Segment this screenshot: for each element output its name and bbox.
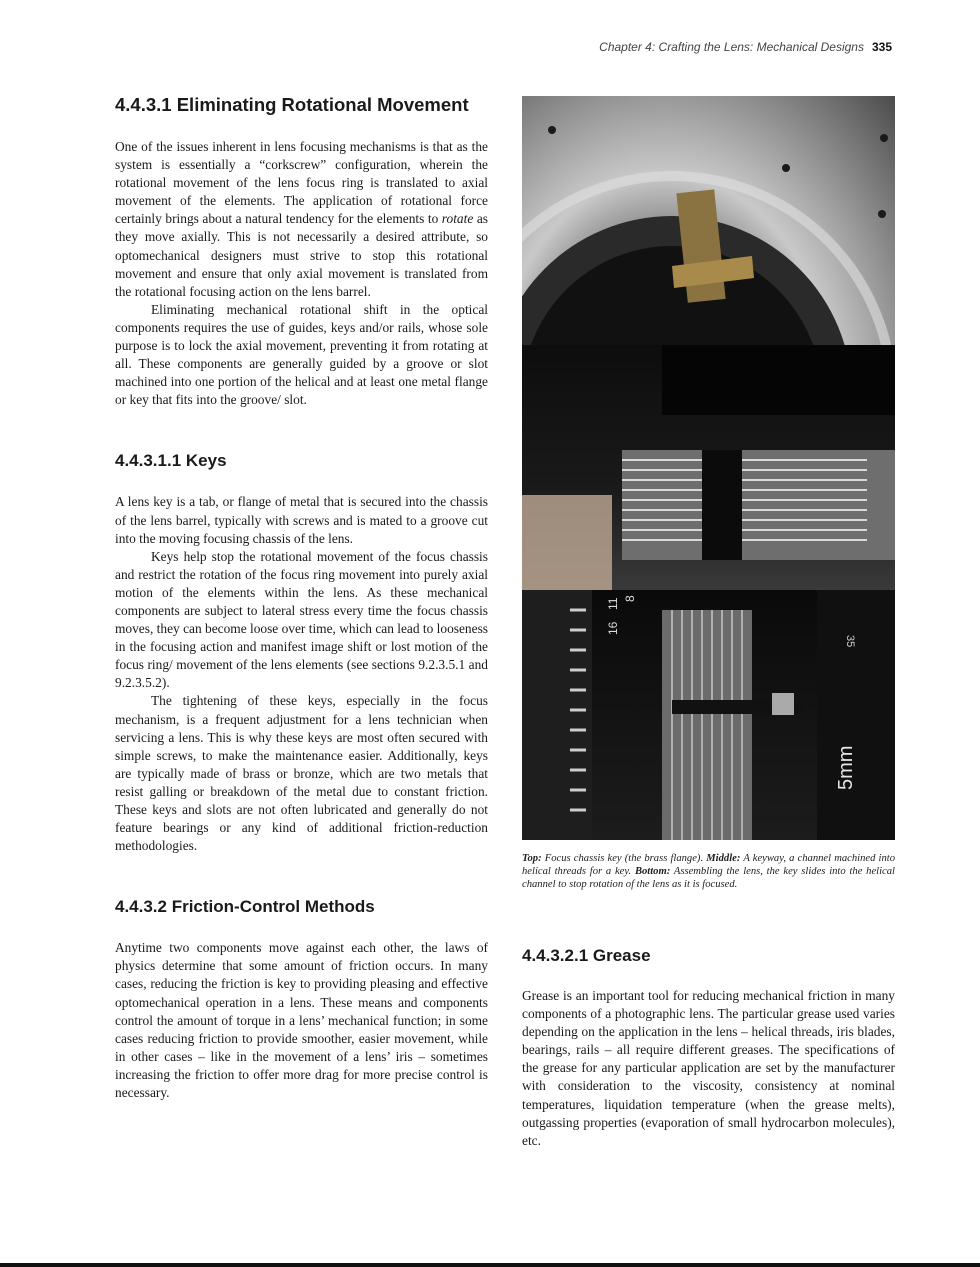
paragraph: One of the issues inherent in lens focusing mechanisms is that as the system is essentially a “corkscrew” configuration, wherein the rotational movement of the lens focus ring is translated to axial movement of the elements. The application of rotational force certainly brings about a natural tendency for the elements to rotate as they move axially. This is not necessarily a desired attribute, so optomechanical designers must strive to stop this rotational movement and ensure that only axial movement is translated from the rotational focusing action on the lens barrel. bbox=[115, 139, 488, 299]
paragraph: Eliminating mechanical rotational shift in the optical components requires the use of guides, keys and/or rails, whose sole purpose is to lock the axial movement, preventing it from rotating at all. These components are generally guided by a groove or slot machined into one portion of the helical and at least one metal flange or key that fits into the groove/ slot. bbox=[115, 301, 488, 408]
figure-caption: Top: Focus chassis key (the brass flange). Middle: A keyway, a channel machined into helical threads for a key. Bottom: Assembling the lens, the key slides into the helical channel to stop rotation of the lens as it is focused. bbox=[522, 853, 896, 891]
photo-scale-label: 11 bbox=[606, 597, 620, 610]
photo-middle-drawing bbox=[522, 345, 895, 590]
section-heading-eliminating-rotational: 4.4.3.1 Eliminating Rotational Movement bbox=[115, 94, 469, 115]
section-heading-grease: 4.4.3.2.1 Grease bbox=[522, 946, 651, 965]
photo-scale-label: 8 bbox=[623, 595, 637, 602]
paragraph: Anytime two components move against each other, the laws of physics determine that some amount of friction occurs. In many cases, reducing the friction is key to providing pleasing and effective optomechanical operation in a lens. These means and components control the amount of torque in a lens’ mechanical function; in some cases reducing friction to provide smoother, easier movement, while in other cases – like in the movement of a lens’ iris – sometimes increasing the friction to offer more drag for more precise control is necessary. bbox=[115, 940, 488, 1101]
page-header bbox=[599, 40, 892, 54]
chapter-title: Chapter 4: Crafting the Lens: Mechanical Designs bbox=[599, 40, 864, 54]
section-heading-keys: 4.4.3.1.1 Keys bbox=[115, 451, 227, 471]
section-heading-friction-control: 4.4.3.2 Friction-Control Methods bbox=[115, 897, 375, 917]
photo-top-drawing bbox=[522, 96, 895, 345]
photo-bottom-drawing bbox=[522, 590, 895, 840]
paragraph: The tightening of these keys, especially in the focus mechanism, is a frequent adjustment for a lens technician when servicing a lens. This is why these keys are most often secured with simple screws, to make the maintenance easier. Additionally, keys are typically made of brass or bronze, which are two metals that resist galling or breakdown of the metal due to constant friction. These keys and slots are not often lubricated and generally do not feature bearings or any kind of additional friction-reduction methodologies. bbox=[115, 693, 488, 854]
photo-focal-label: 5mm bbox=[835, 745, 857, 790]
left-column bbox=[115, 94, 488, 1102]
photo-focus-chassis-key bbox=[522, 96, 895, 345]
photo-scale-label: 16 bbox=[606, 621, 620, 635]
paragraph: Keys help stop the rotational movement of the focus chassis and restrict the rotation of the focus ring movement into purely axial motion of the elements within the lens. As these mechanical components are subject to lateral stress every time the focus chassis moves, they can become loose over time, which can lead to looseness in the focusing action and manifest image shift or lost motion of the focus ring/ movement of the lens elements (see sections 9.2.3.5.1 and 9.2.3.5.2). bbox=[115, 548, 488, 691]
paragraph: Grease is an important tool for reducing mechanical friction in many components of a photographic lens. The particular grease used varies depending on the application in the lens – helical threads, iris blades, bearings, rails – all require different greases. The specifications of the grease for any particular application are set by the manufacturer with consideration to the viscosity, consistency at nominal temperatures, liquidation temperature (when the grease melts), outgassing properties (evaporation of small hydrocarbon molecules), etc. bbox=[522, 988, 895, 1148]
right-column-text bbox=[522, 987, 895, 1150]
bottom-rule bbox=[0, 1263, 980, 1267]
photo-distance-label: 35 bbox=[844, 635, 856, 648]
paragraph: A lens key is a tab, or flange of metal that is secured into the chassis of the lens barrel, typically with screws and is mated to a groove cut into the moving focusing chassis of the lens. bbox=[115, 494, 488, 546]
photo-keyway bbox=[522, 345, 895, 590]
page-number: 335 bbox=[871, 40, 892, 54]
photo-lens-assembly bbox=[522, 590, 895, 840]
